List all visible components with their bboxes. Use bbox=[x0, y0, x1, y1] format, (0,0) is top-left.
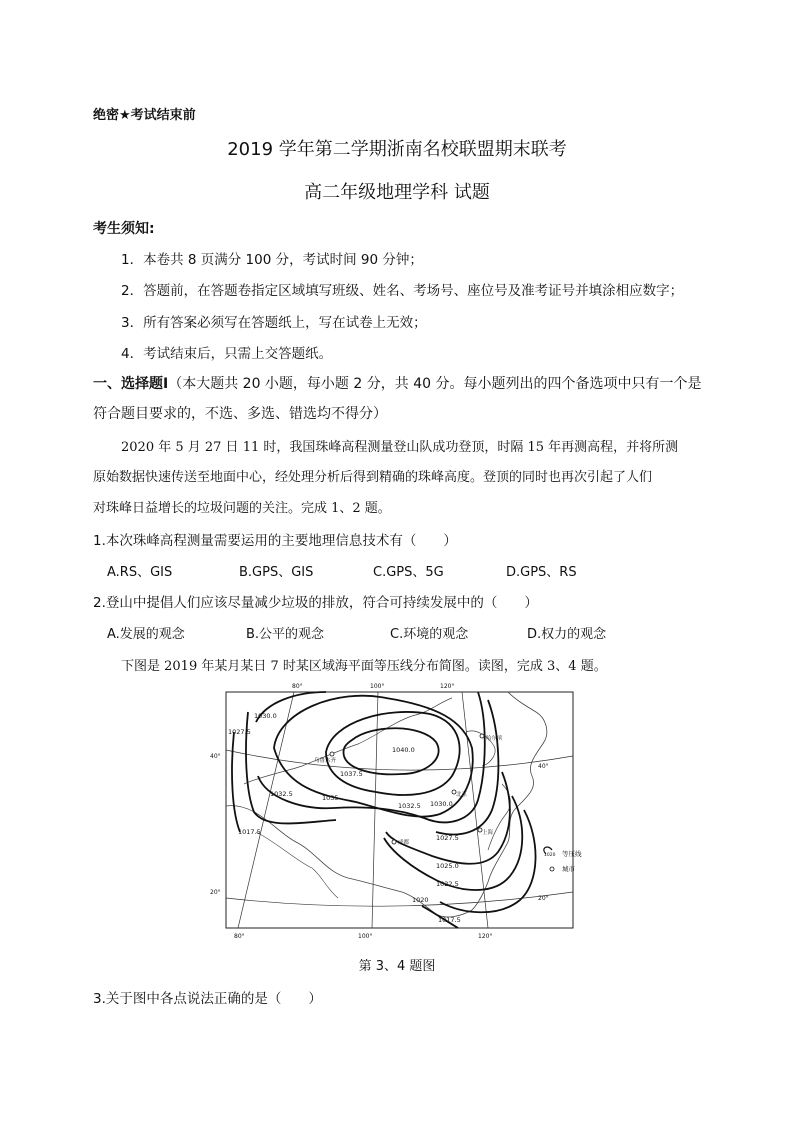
passage-2: 下图是 2019 年某月某日 7 时某区域海平面等压线分布简图。读图，完成 3、4 题。 bbox=[121, 659, 607, 674]
legend-isobar-label: 等压线 bbox=[562, 850, 582, 858]
isobar-value: 1022.5 bbox=[436, 880, 459, 888]
lon-label-top: 120° bbox=[440, 683, 455, 690]
city-label: 北京 bbox=[456, 792, 468, 798]
question-3-stem: 3.关于图中各点说法正确的是（ ） bbox=[93, 991, 322, 1007]
isobar-map bbox=[210, 683, 582, 940]
map-legend bbox=[544, 847, 582, 873]
passage-line: 对珠峰日益增长的垃圾问题的关注。完成 1、2 题。 bbox=[93, 501, 391, 516]
isobar-value: 1035 bbox=[322, 794, 339, 802]
passage-line: 原始数据快速传送至地面中心，经处理分析后得到精确的珠峰高度。登顶的同时也再次引起了人们 bbox=[93, 470, 653, 485]
section-description: （本大题共 20 小题，每小题 2 分，共 40 分。每小题列出的四个备选项中只有一个是 bbox=[168, 376, 702, 392]
q1-option-c: C.GPS、5G bbox=[373, 565, 444, 580]
notice-item: 2．答题前，在答题卷指定区域填写班级、姓名、考场号、座位号及准考证号并填涂相应数字； bbox=[121, 283, 684, 299]
isobar-value: 1032.5 bbox=[270, 790, 293, 798]
lon-label-bottom: 120° bbox=[478, 933, 493, 940]
lat-label-right: 20° bbox=[538, 895, 549, 902]
city-label: 上海 bbox=[482, 830, 494, 836]
legend-city-icon bbox=[550, 867, 554, 871]
notice-heading: 考生须知: bbox=[93, 221, 155, 237]
confidential-mark: 绝密★考试结束前 bbox=[93, 108, 196, 123]
isobar-value: 1037.5 bbox=[340, 770, 363, 778]
section-description-cont: 符合题目要求的，不选、多选、错选均不得分） bbox=[93, 406, 387, 422]
legend-city-label: 城市 bbox=[562, 865, 575, 873]
q1-option-a: A.RS、GIS bbox=[107, 565, 173, 580]
isobar-map-svg bbox=[210, 683, 582, 940]
isobar-value: 1025.0 bbox=[436, 862, 459, 870]
map-frame bbox=[226, 692, 573, 928]
city-label: 成都 bbox=[398, 840, 410, 846]
question-1-stem: 1.本次珠峰高程测量需要运用的主要地理信息技术有（ ） bbox=[93, 533, 457, 549]
isobar-value: 1040.0 bbox=[392, 746, 415, 754]
isobar-line bbox=[274, 696, 473, 817]
isobar-value: 1020 bbox=[412, 896, 429, 904]
lon-label-top: 80° bbox=[292, 683, 303, 690]
exam-title: 2019 学年第二学期浙南名校联盟期末联考 bbox=[227, 139, 567, 160]
coast-line bbox=[488, 784, 510, 850]
city-label: 乌鲁木齐 bbox=[314, 758, 337, 764]
q2-option-a: A.发展的观念 bbox=[107, 627, 185, 642]
lat-label-left: 20° bbox=[210, 889, 221, 896]
lon-label-bottom: 80° bbox=[234, 933, 245, 940]
q2-option-b: B.公平的观念 bbox=[246, 627, 325, 642]
isobar-value: 1017.5 bbox=[238, 828, 261, 836]
lon-label-top: 100° bbox=[370, 683, 385, 690]
figure-caption: 第 3、4 题图 bbox=[358, 959, 436, 974]
city-marker bbox=[480, 734, 484, 738]
notice-item: 3．所有答案必须写在答题纸上，写在试卷上无效； bbox=[121, 315, 427, 331]
section-heading bbox=[93, 373, 701, 393]
legend-isobar-value: 1020 bbox=[544, 853, 556, 858]
exam-subtitle: 高二年级地理学科 试题 bbox=[304, 182, 490, 203]
notice-item: 4．考试结束后，只需上交答题纸。 bbox=[121, 346, 333, 362]
isobar-value: 1030.0 bbox=[254, 712, 277, 720]
q1-option-b: B.GPS、GIS bbox=[239, 565, 314, 580]
city-marker bbox=[392, 840, 396, 844]
question-2-stem: 2.登山中提倡人们应该尽量减少垃圾的排放，符合可持续发展中的（ ） bbox=[93, 595, 538, 611]
q1-option-d: D.GPS、RS bbox=[506, 565, 577, 580]
q2-option-c: C.环境的观念 bbox=[390, 627, 469, 642]
lat-label-left: 40° bbox=[210, 753, 221, 760]
city-marker bbox=[330, 752, 334, 756]
lon-label-bottom: 100° bbox=[358, 933, 373, 940]
isobar-value: 1030.0 bbox=[430, 800, 453, 808]
border-line bbox=[226, 692, 547, 917]
city-label: 哈尔滨 bbox=[486, 736, 503, 742]
isobar-value: 1017.5 bbox=[438, 916, 461, 924]
section-title: 一、选择题Ⅰ bbox=[93, 376, 169, 392]
lat-label-right: 40° bbox=[538, 763, 549, 770]
passage-line: 2020 年 5 月 27 日 11 时，我国珠峰高程测量登山队成功登顶，时隔 15 年再测高程，并将所测 bbox=[121, 440, 679, 455]
lon-line-100 bbox=[372, 692, 378, 928]
q2-option-d: D.权力的观念 bbox=[527, 627, 607, 642]
isobar-value: 1027.5 bbox=[228, 728, 251, 736]
isobar-value: 1032.5 bbox=[398, 802, 421, 810]
notice-item: 1．本卷共 8 页满分 100 分，考试时间 90 分钟； bbox=[121, 252, 423, 268]
isobar-value: 1027.5 bbox=[436, 834, 459, 842]
